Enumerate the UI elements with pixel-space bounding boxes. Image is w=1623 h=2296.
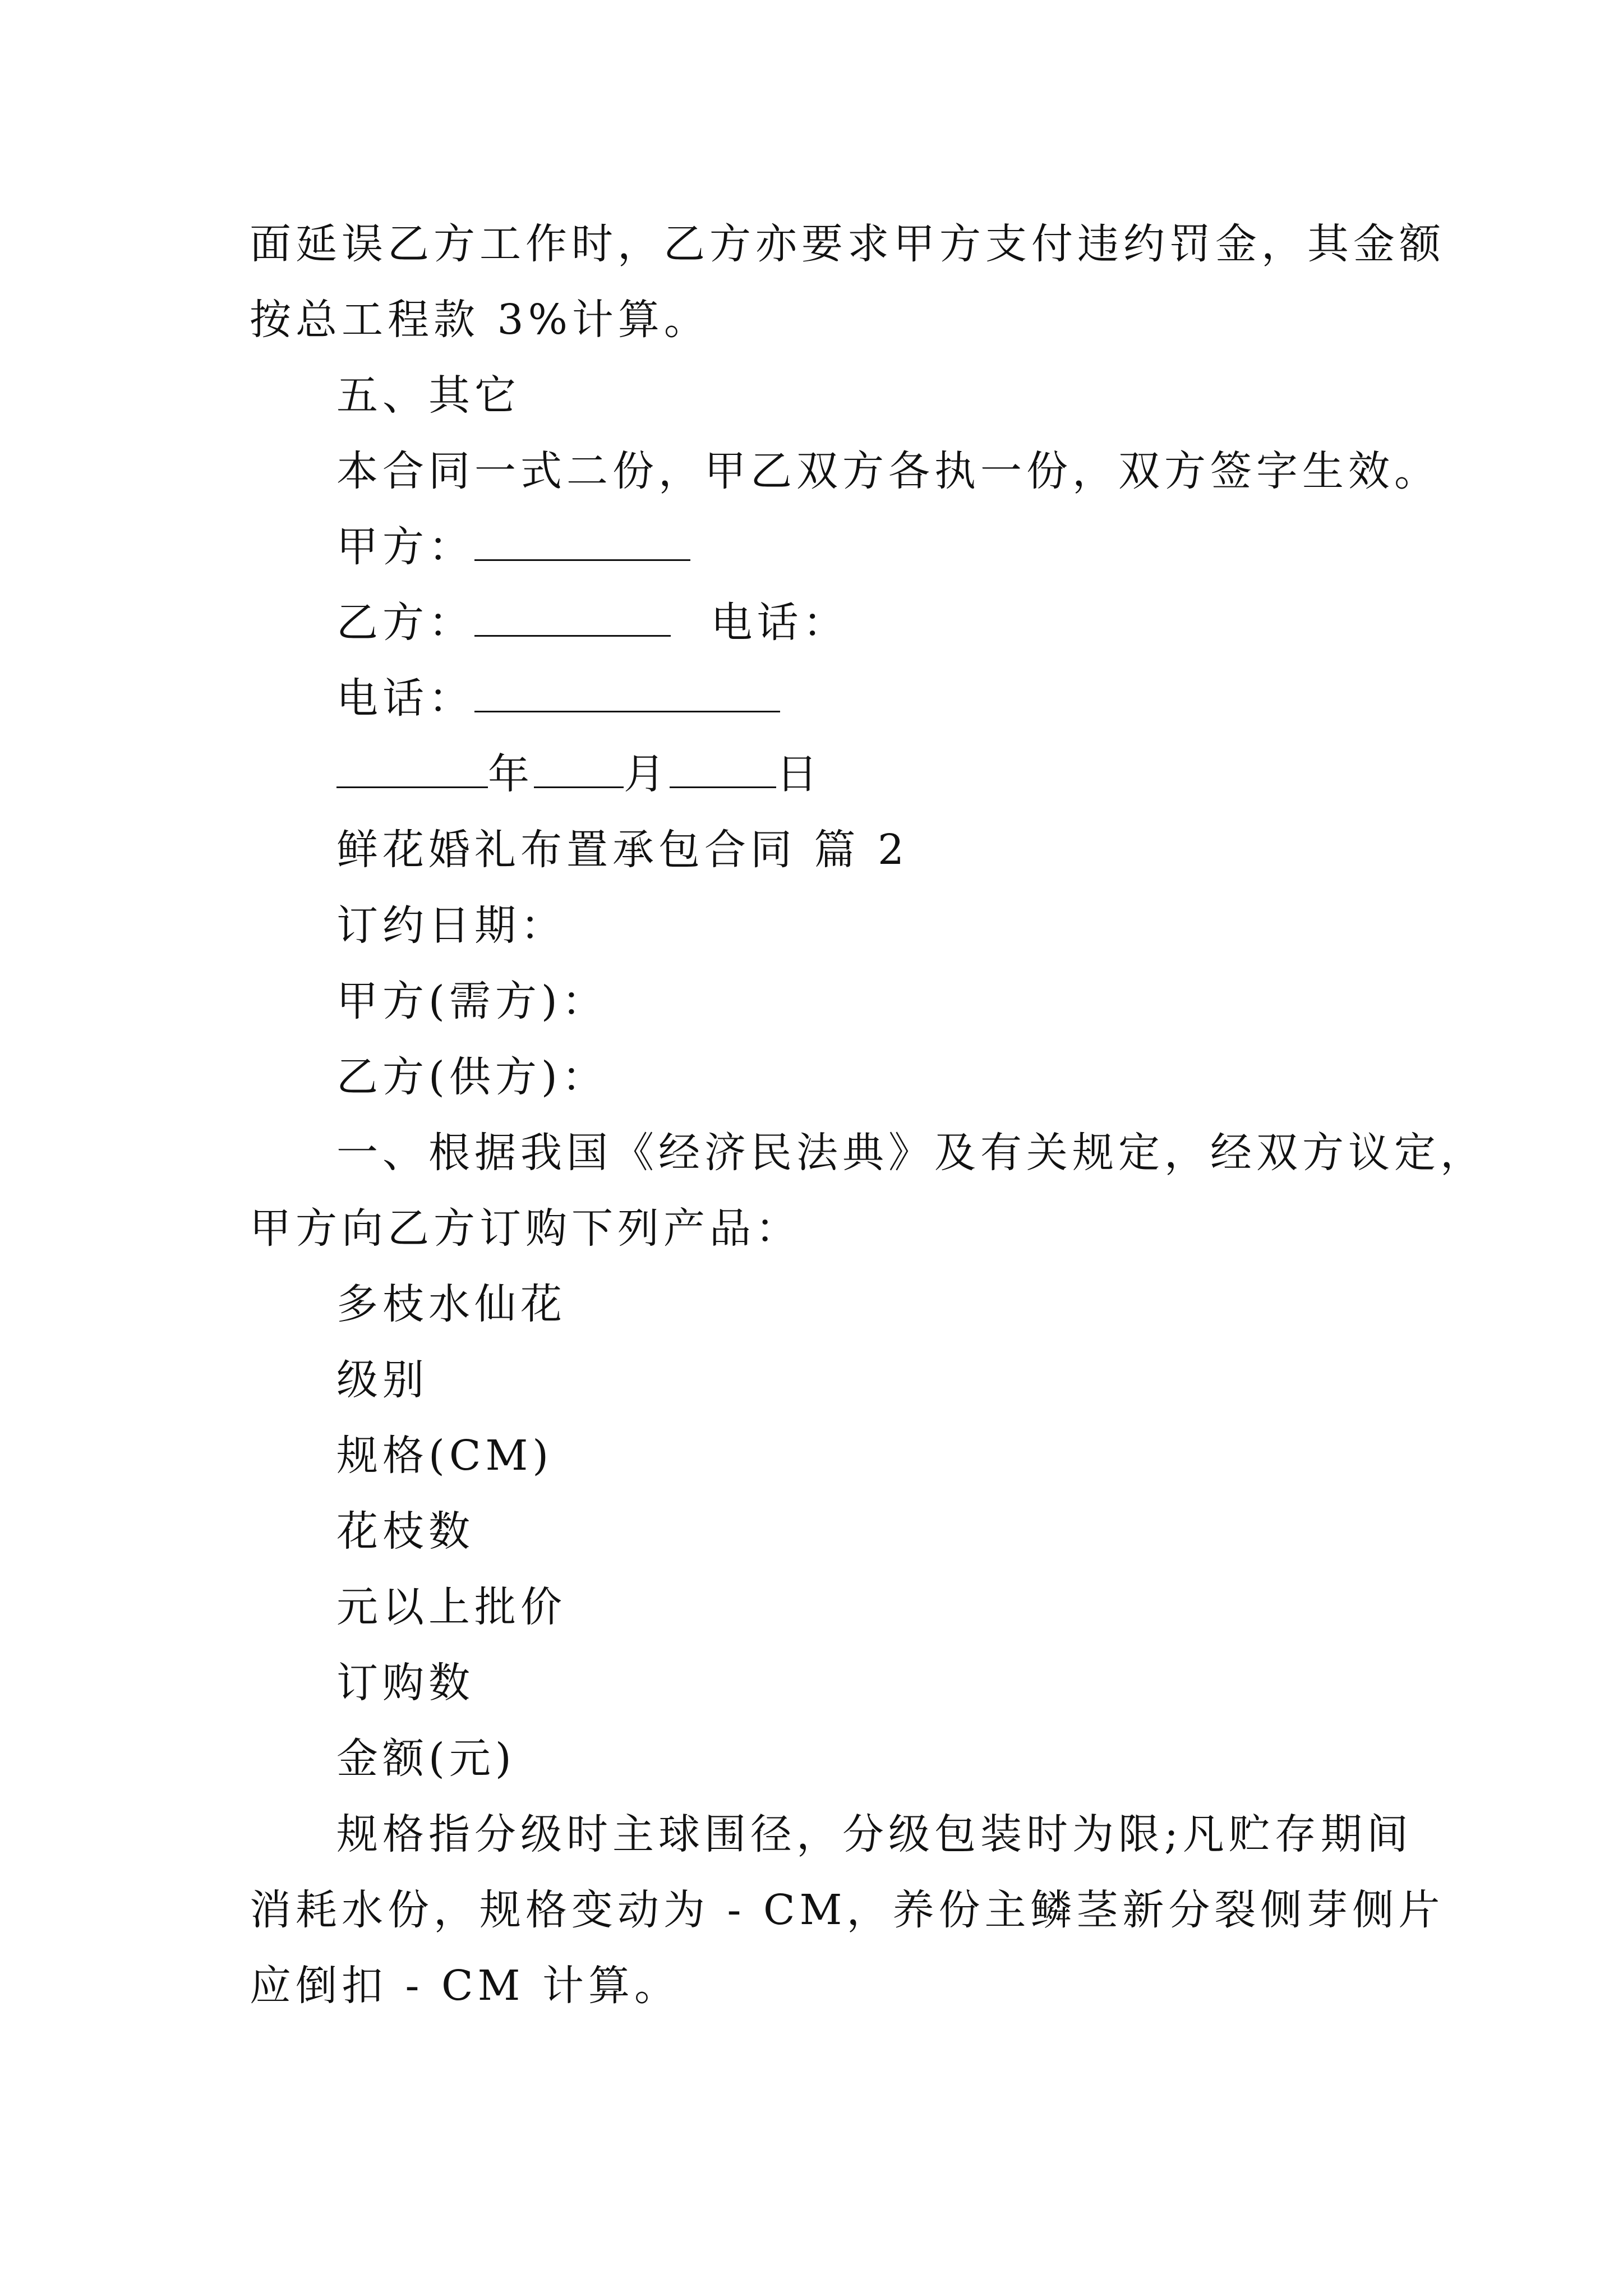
field-label: 花枝数	[336, 1507, 474, 1556]
phone-line	[336, 670, 780, 726]
month-label: 月	[624, 750, 670, 798]
year-blank	[336, 753, 488, 788]
field-label: 元以上批价	[336, 1583, 566, 1631]
party-b-label: 乙方：	[336, 599, 474, 647]
paragraph-line: 本合同一式二份，甲乙双方各执一份，双方签字生效。	[336, 447, 1440, 495]
product-name: 多枝水仙花	[336, 1280, 566, 1328]
section-heading: 五、其它	[336, 371, 520, 420]
paragraph-line: 面延误乙方工作时，乙方亦要求甲方支付违约罚金，其金额	[250, 220, 1445, 268]
month-blank	[534, 753, 624, 788]
contract-title: 鲜花婚礼布置承包合同 篇 2	[336, 826, 909, 874]
party-a-label: 甲方：	[336, 523, 474, 571]
buyer-label: 甲方(需方)：	[336, 977, 608, 1025]
paragraph-line: 按总工程款 3%计算。	[250, 296, 710, 344]
year-label: 年	[488, 750, 534, 798]
paragraph-line: 应倒扣 - CM 计算。	[250, 1962, 680, 2010]
phone-label: 电话：	[711, 599, 849, 647]
day-label: 日	[776, 750, 822, 798]
phone-label: 电话：	[336, 674, 474, 723]
paragraph-line: 一、根据我国《经济民法典》及有关规定，经双方议定，	[336, 1129, 1486, 1177]
party-a-blank	[474, 526, 690, 561]
field-label: 级别	[336, 1356, 428, 1404]
party-b-blank	[474, 601, 671, 637]
party-a-signature-line	[336, 519, 690, 575]
day-blank	[670, 753, 776, 788]
party-b-signature-line	[336, 595, 849, 651]
paragraph-line: 规格指分级时主球围径，分级包装时为限;凡贮存期间	[336, 1810, 1413, 1858]
field-label: 规格(CM)	[336, 1432, 554, 1480]
field-label: 金额(元)	[336, 1734, 516, 1783]
paragraph-line: 甲方向乙方订购下列产品：	[250, 1204, 801, 1253]
field-label: 订购数	[336, 1659, 474, 1707]
contract-date-label: 订约日期：	[336, 901, 566, 950]
seller-label: 乙方(供方)：	[336, 1053, 608, 1101]
paragraph-line: 消耗水份，规格变动为 - CM，养份主鳞茎新分裂侧芽侧片	[250, 1886, 1445, 1934]
phone-blank	[474, 677, 780, 712]
date-line	[336, 746, 822, 802]
